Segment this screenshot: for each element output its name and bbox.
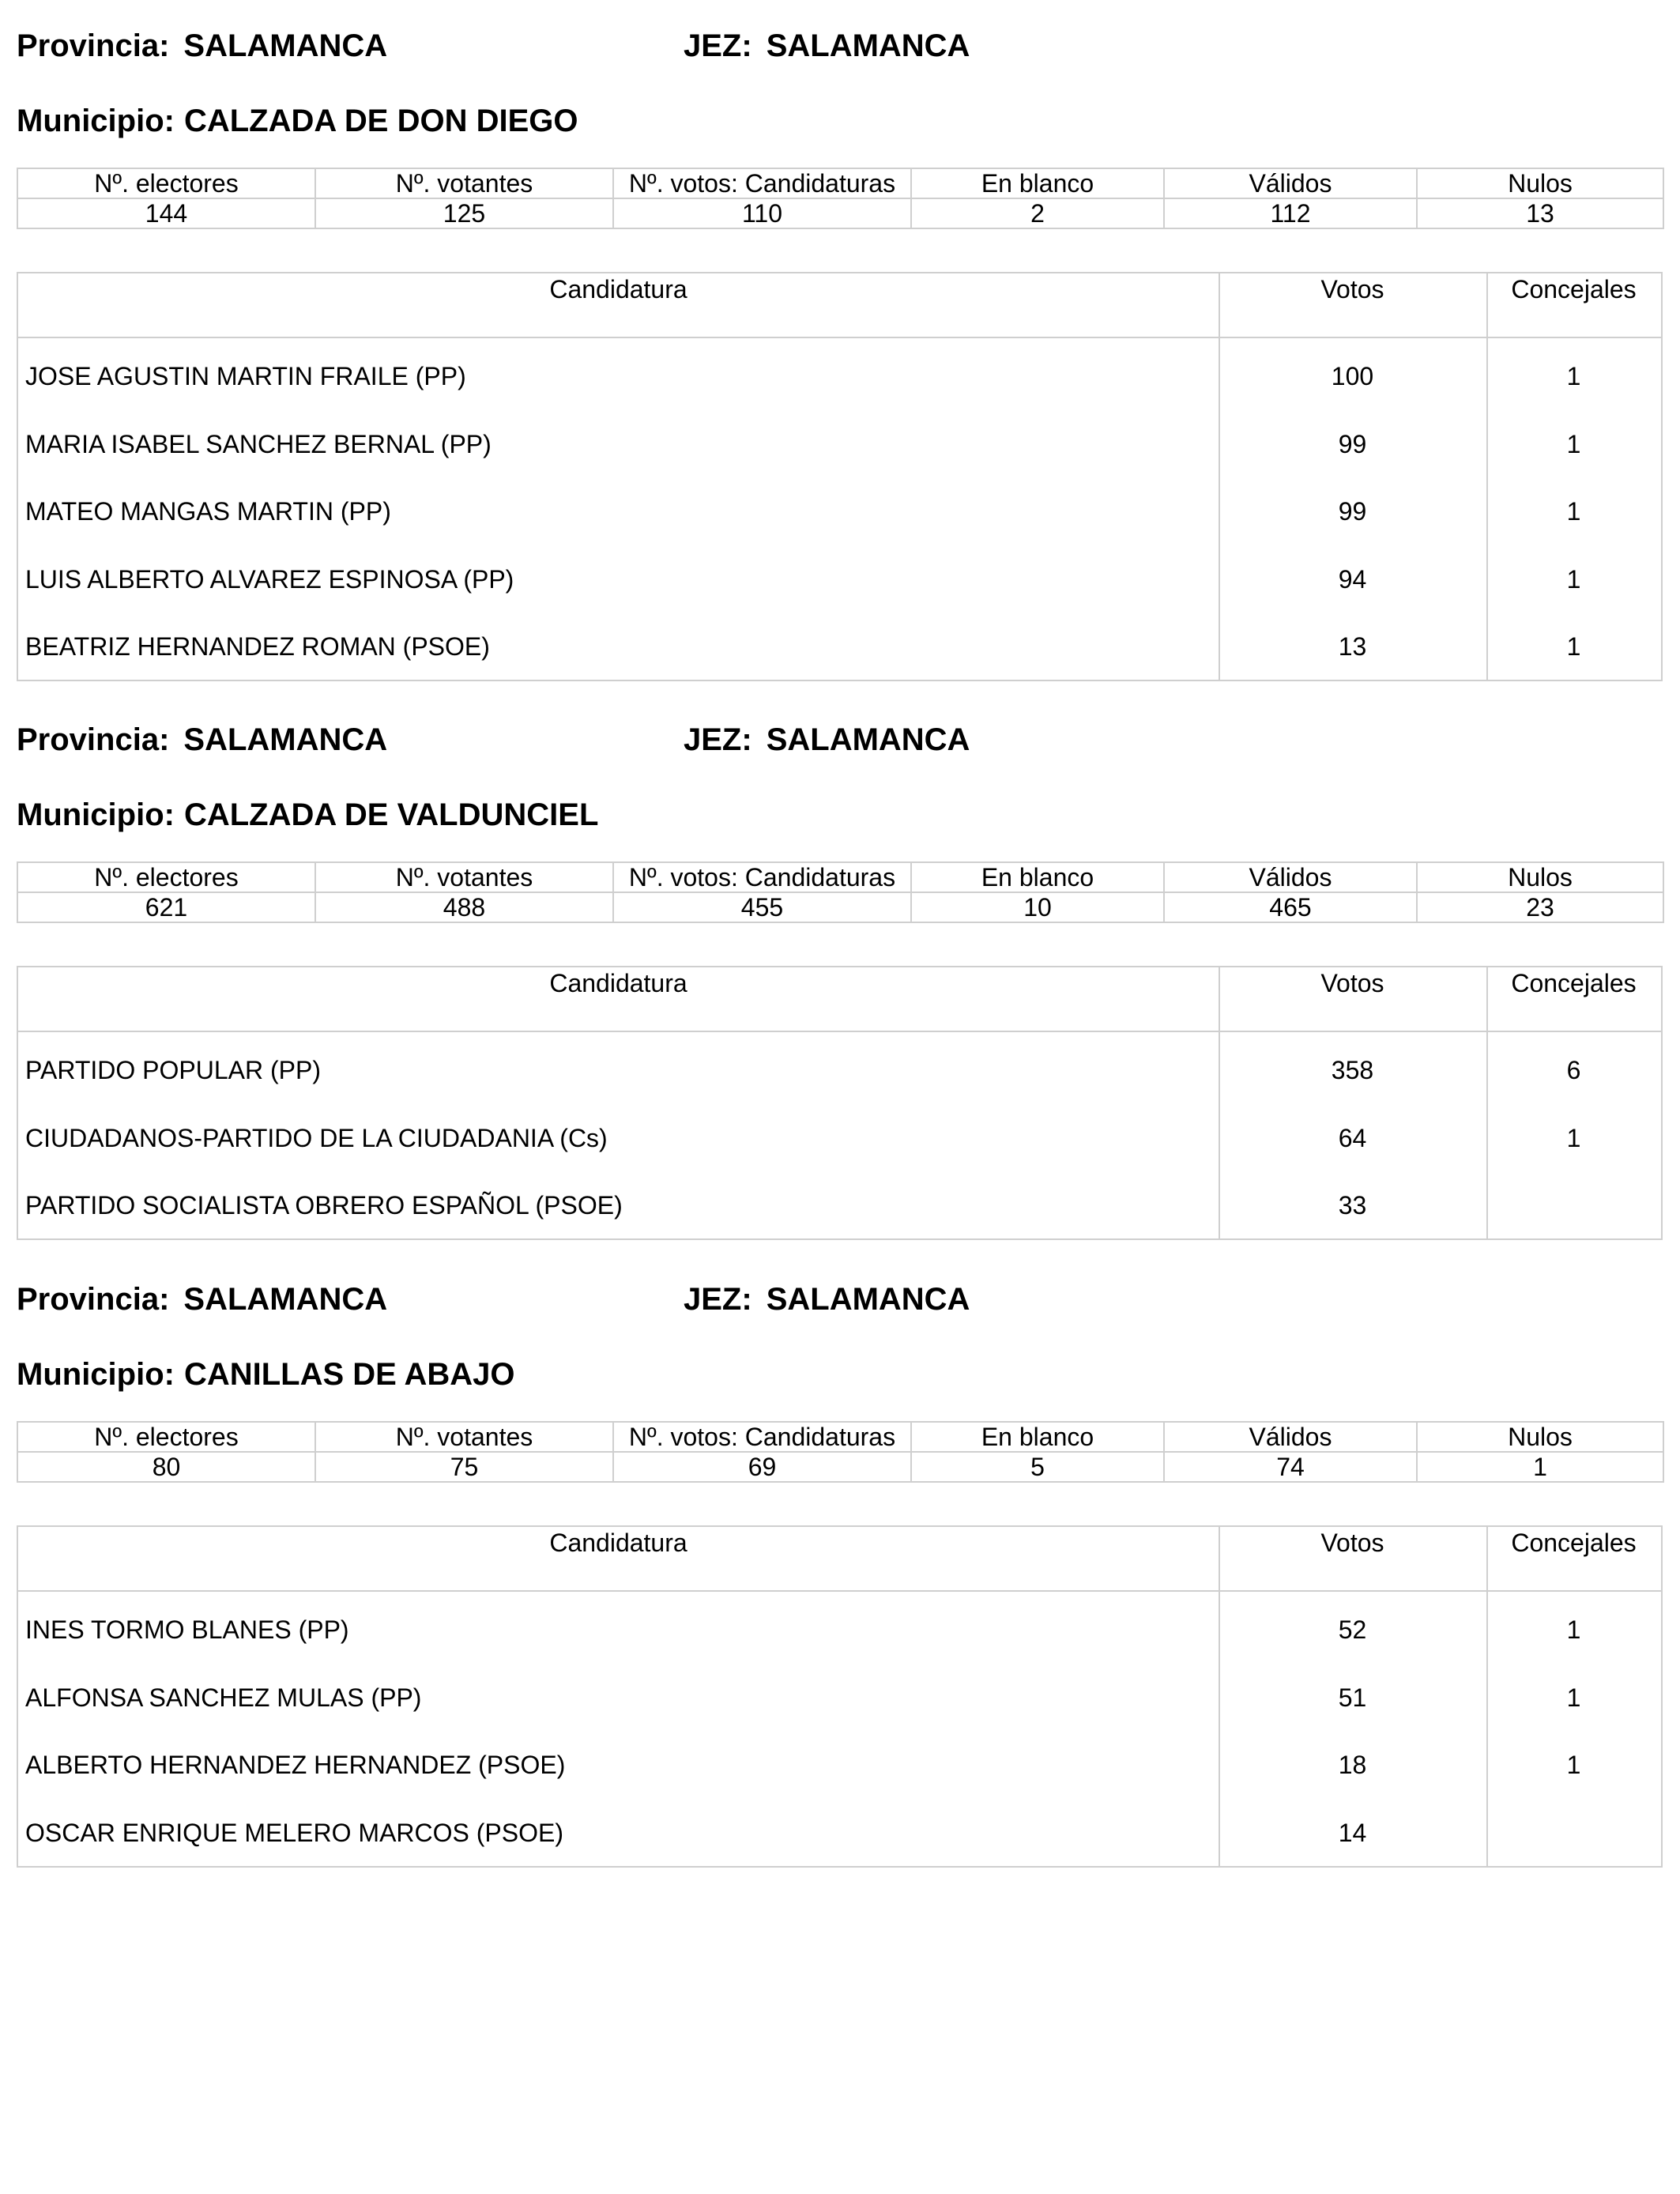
concejales-value: 1 (1566, 362, 1581, 390)
jez-label: JEZ: (684, 1282, 752, 1317)
provincia-label: Provincia: (17, 28, 170, 63)
stats-table (17, 168, 1664, 229)
candidate-name: LUIS ALBERTO ALVAREZ ESPINOSA (PP) (25, 564, 514, 594)
candidatura-header: Candidatura (549, 969, 687, 997)
jez-value: SALAMANCA (766, 28, 970, 63)
candidatura-header: Candidatura (549, 275, 687, 303)
votos-candidaturas-value: 69 (613, 1452, 911, 1482)
municipio-label: Municipio: (17, 797, 175, 832)
concejales-header: Concejales (1511, 275, 1637, 303)
votantes-header: Nº. votantes (315, 168, 613, 198)
stats-value-row (17, 892, 1663, 922)
votos-header: Votos (1320, 275, 1384, 303)
municipio-heading (17, 105, 578, 137)
jez-heading (684, 30, 970, 62)
votos-candidaturas-header: Nº. votos: Candidaturas (613, 862, 911, 892)
table-row (18, 1054, 1661, 1122)
candidatura-table (17, 1525, 1663, 1868)
concejales-header: Concejales (1511, 1529, 1637, 1557)
table-row (18, 1682, 1661, 1750)
concejales-value: 1 (1566, 564, 1581, 594)
jez-heading (684, 1284, 970, 1315)
nulos-value: 1 (1417, 1452, 1663, 1482)
provincia-value: SALAMANCA (183, 28, 388, 63)
candidate-name: BEATRIZ HERNANDEZ ROMAN (PSOE) (25, 632, 490, 662)
votes-value: 100 (1331, 362, 1374, 390)
municipio-label: Municipio: (17, 104, 175, 138)
en-blanco-header: En blanco (911, 862, 1164, 892)
votos-candidaturas-header: Nº. votos: Candidaturas (613, 168, 911, 198)
jez-label: JEZ: (684, 722, 752, 757)
validos-header: Válidos (1164, 862, 1417, 892)
municipio-heading (17, 1359, 515, 1390)
nulos-header: Nulos (1417, 1422, 1663, 1452)
concejales-value: 6 (1566, 1056, 1581, 1084)
municipio-heading (17, 799, 598, 831)
votes-value: 99 (1338, 429, 1367, 458)
provincia-label: Provincia: (17, 1282, 170, 1317)
candidatura-table (17, 966, 1663, 1240)
municipio-value: CANILLAS DE ABAJO (183, 1357, 515, 1392)
candidatura-header-row (18, 967, 1661, 1032)
votes-value: 13 (1338, 632, 1367, 662)
nulos-header: Nulos (1417, 862, 1663, 892)
concejales-value: 1 (1566, 1751, 1581, 1780)
validos-header: Válidos (1164, 168, 1417, 198)
votantes-header: Nº. votantes (315, 862, 613, 892)
table-row (18, 360, 1661, 428)
electores-header: Nº. electores (17, 862, 315, 892)
candidate-name: PARTIDO POPULAR (PP) (25, 1056, 321, 1084)
candidate-name: OSCAR ENRIQUE MELERO MARCOS (PSOE) (25, 1818, 563, 1847)
electores-header: Nº. electores (17, 1422, 315, 1452)
table-row (18, 1817, 1661, 1864)
provincia-heading (17, 30, 387, 62)
concejales-value: 1 (1566, 1615, 1581, 1644)
votantes-value: 488 (315, 892, 613, 922)
en-blanco-header: En blanco (911, 1422, 1164, 1452)
stats-table (17, 861, 1664, 923)
table-row (18, 428, 1661, 496)
votes-value: 94 (1338, 564, 1367, 594)
votes-value: 51 (1338, 1683, 1367, 1712)
candidate-name: MATEO MANGAS MARTIN (PP) (25, 497, 391, 526)
provincia-value: SALAMANCA (183, 1282, 388, 1317)
concejales-value: 1 (1566, 497, 1581, 526)
votos-header: Votos (1320, 969, 1384, 997)
jez-label: JEZ: (684, 28, 752, 63)
votes-value: 33 (1338, 1191, 1367, 1220)
votos-candidaturas-header: Nº. votos: Candidaturas (613, 1422, 911, 1452)
candidate-name: CIUDADANOS-PARTIDO DE LA CIUDADANIA (Cs) (25, 1123, 608, 1152)
validos-value: 465 (1164, 892, 1417, 922)
stats-header-row (17, 168, 1663, 198)
electores-value: 144 (17, 198, 315, 228)
nulos-value: 13 (1417, 198, 1663, 228)
votes-value: 18 (1338, 1751, 1367, 1780)
electores-value: 80 (17, 1452, 315, 1482)
table-row (18, 1189, 1661, 1237)
votantes-value: 125 (315, 198, 613, 228)
provincia-value: SALAMANCA (183, 722, 388, 757)
votes-value: 99 (1338, 497, 1367, 526)
jez-heading (684, 724, 970, 756)
municipio-label: Municipio: (17, 1357, 175, 1392)
candidatura-header-row (18, 273, 1661, 338)
stats-table (17, 1421, 1664, 1483)
table-row (18, 1122, 1661, 1190)
candidate-name: MARIA ISABEL SANCHEZ BERNAL (PP) (25, 429, 492, 458)
votos-candidaturas-value: 110 (613, 198, 911, 228)
candidatura-header: Candidatura (549, 1529, 687, 1557)
en-blanco-value: 5 (911, 1452, 1164, 1482)
municipio-value: CALZADA DE VALDUNCIEL (183, 797, 599, 832)
validos-value: 112 (1164, 198, 1417, 228)
candidate-name: JOSE AGUSTIN MARTIN FRAILE (PP) (25, 362, 466, 390)
candidate-name: PARTIDO SOCIALISTA OBRERO ESPAÑOL (PSOE) (25, 1191, 623, 1220)
jez-value: SALAMANCA (766, 722, 970, 757)
candidate-name: INES TORMO BLANES (PP) (25, 1615, 349, 1644)
provincia-label: Provincia: (17, 722, 170, 757)
stats-value-row (17, 198, 1663, 228)
electores-header: Nº. electores (17, 168, 315, 198)
table-row (18, 1749, 1661, 1817)
stats-header-row (17, 862, 1663, 892)
validos-header: Válidos (1164, 1422, 1417, 1452)
electores-value: 621 (17, 892, 315, 922)
votes-value: 52 (1338, 1615, 1367, 1644)
municipio-value: CALZADA DE DON DIEGO (183, 104, 578, 138)
votos-header: Votos (1320, 1529, 1384, 1557)
table-row (18, 631, 1661, 678)
candidatura-table (17, 272, 1663, 681)
jez-value: SALAMANCA (766, 1282, 970, 1317)
nulos-header: Nulos (1417, 168, 1663, 198)
concejales-value: 1 (1566, 1123, 1581, 1152)
concejales-value: 1 (1566, 1683, 1581, 1712)
en-blanco-header: En blanco (911, 168, 1164, 198)
votes-value: 358 (1331, 1056, 1374, 1084)
votes-value: 64 (1338, 1123, 1367, 1152)
votantes-value: 75 (315, 1452, 613, 1482)
stats-value-row (17, 1452, 1663, 1482)
votos-candidaturas-value: 455 (613, 892, 911, 922)
validos-value: 74 (1164, 1452, 1417, 1482)
table-row (18, 1614, 1661, 1682)
concejales-value: 1 (1566, 632, 1581, 662)
provincia-heading (17, 724, 387, 756)
table-row (18, 564, 1661, 631)
candidate-name: ALFONSA SANCHEZ MULAS (PP) (25, 1683, 422, 1712)
table-row (18, 496, 1661, 564)
en-blanco-value: 2 (911, 198, 1164, 228)
concejales-header: Concejales (1511, 969, 1637, 997)
nulos-value: 23 (1417, 892, 1663, 922)
provincia-heading (17, 1284, 387, 1315)
stats-header-row (17, 1422, 1663, 1452)
votes-value: 14 (1338, 1818, 1367, 1847)
candidatura-header-row (18, 1527, 1661, 1592)
votantes-header: Nº. votantes (315, 1422, 613, 1452)
en-blanco-value: 10 (911, 892, 1164, 922)
candidate-name: ALBERTO HERNANDEZ HERNANDEZ (PSOE) (25, 1751, 566, 1780)
concejales-value: 1 (1566, 429, 1581, 458)
